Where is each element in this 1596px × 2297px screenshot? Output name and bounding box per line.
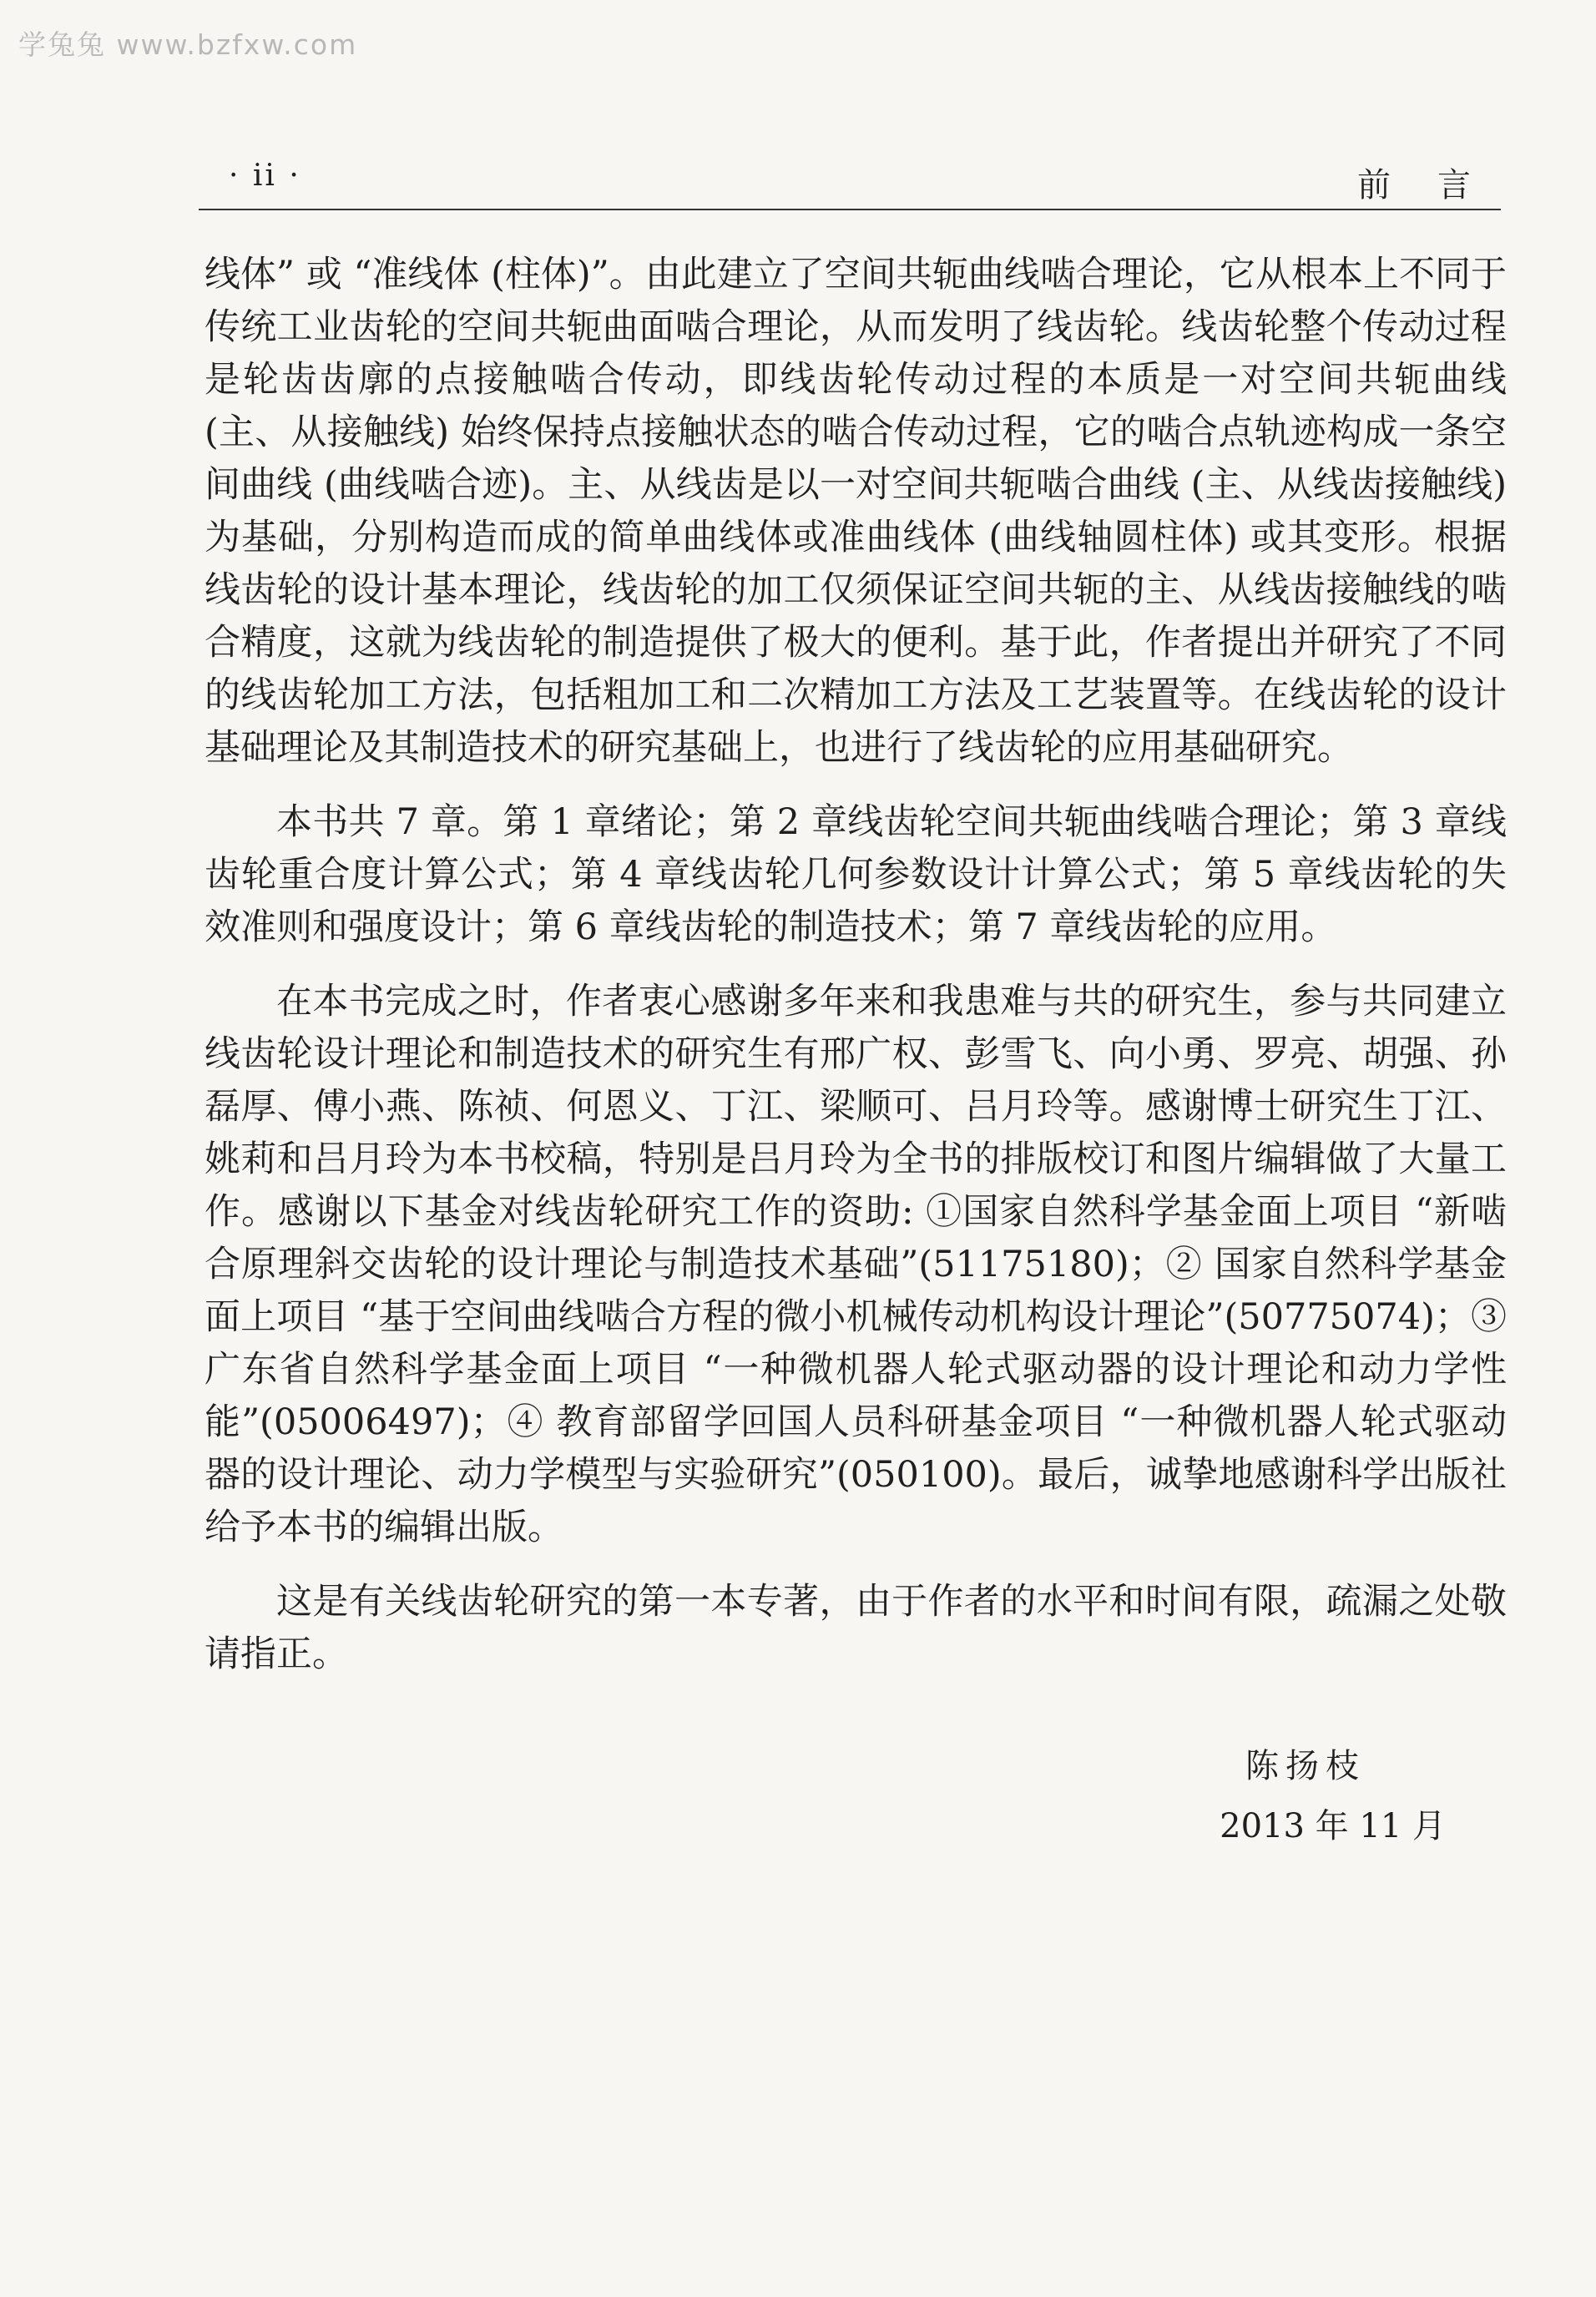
watermark: 学兔兔 www.bzfxw.com bbox=[18, 28, 358, 61]
preface-body bbox=[205, 249, 1507, 1703]
signature-date: 2013 年 11 月 bbox=[1220, 1807, 1446, 1845]
paragraph-4: 这是有关线齿轮研究的第一本专著，由于作者的水平和时间有限，疏漏之处敬请指正。 bbox=[205, 1581, 1507, 1675]
page-number: · ii · bbox=[229, 159, 301, 193]
paragraph-2: 本书共 7 章。第 1 章绪论；第 2 章线齿轮空间共轭曲线啮合理论；第 3 章线齿轮重合度计算公式；第 4 章线齿轮几何参数设计计算公式；第 5 章线齿轮的失效准则和强度设计；第 6 章线齿轮的制造技术；第 7 章线齿轮的应用。 bbox=[205, 801, 1507, 948]
paragraph-3: 在本书完成之时，作者衷心感谢多年来和我患难与共的研究生，参与共同建立线齿轮设计理论和制造技术的研究生有邢广权、彭雪飞、向小勇、罗亮、胡强、孙磊厚、傅小燕、陈祯、何恩义、丁江、梁顺可、吕月玲等。感谢博士研究生丁江、姚莉和吕月玲为本书校稿，特别是吕月玲为全书的排版校订和图片编辑做了大量工作。感谢以下基金对线齿轮研究工作的资助: ①国家自然科学基金面上项目 “新啮合原理斜交齿轮的设计理论与制造技术基础”(51175180)；② 国家自然科学基金面上项目 “基于空间曲线啮合方程的微小机械传动机构设计理论”(50775074)；③ 广东省自然科学基金面上项目 “一种微机器人轮式驱动器的设计理论和动力学性能”(05006497)；④ 教育部留学回国人员科研基金项目 “一种微机器人轮式驱动器的设计理论、动力学模型与实验研究”(050100)。最后，诚挚地感谢科学出版社给予本书的编辑出版。 bbox=[205, 981, 1507, 1548]
author-name: 陈扬枝 bbox=[1245, 1747, 1366, 1785]
running-title: 前言 bbox=[1357, 166, 1518, 204]
page-header bbox=[199, 159, 1518, 210]
signature-block bbox=[1220, 1736, 1446, 1856]
paragraph-1: 线体” 或 “准线体 (柱体)”。由此建立了空间共轭曲线啮合理论，它从根本上不同于传统工业齿轮的空间共轭曲面啮合理论，从而发明了线齿轮。线齿轮整个传动过程是轮齿齿廓的点接触啮合传动，即线齿轮传动过程的本质是一对空间共轭曲线 (主、从接触线) 始终保持点接触状态的啮合传动过程，它的啮合点轨迹构成一条空间曲线 (曲线啮合迹)。主、从线齿是以一对空间共轭啮合曲线 (主、从线齿接触线) 为基础，分别构造而成的简单曲线体或准曲线体 (曲线轴圆柱体) 或其变形。根据线齿轮的设计基本理论，线齿轮的加工仅须保证空间共轭的主、从线齿接触线的啮合精度，这就为线齿轮的制造提供了极大的便利。基于此，作者提出并研究了不同的线齿轮加工方法，包括粗加工和二次精加工方法及工艺装置等。在线齿轮的设计基础理论及其制造技术的研究基础上，也进行了线齿轮的应用基础研究。 bbox=[205, 254, 1507, 769]
